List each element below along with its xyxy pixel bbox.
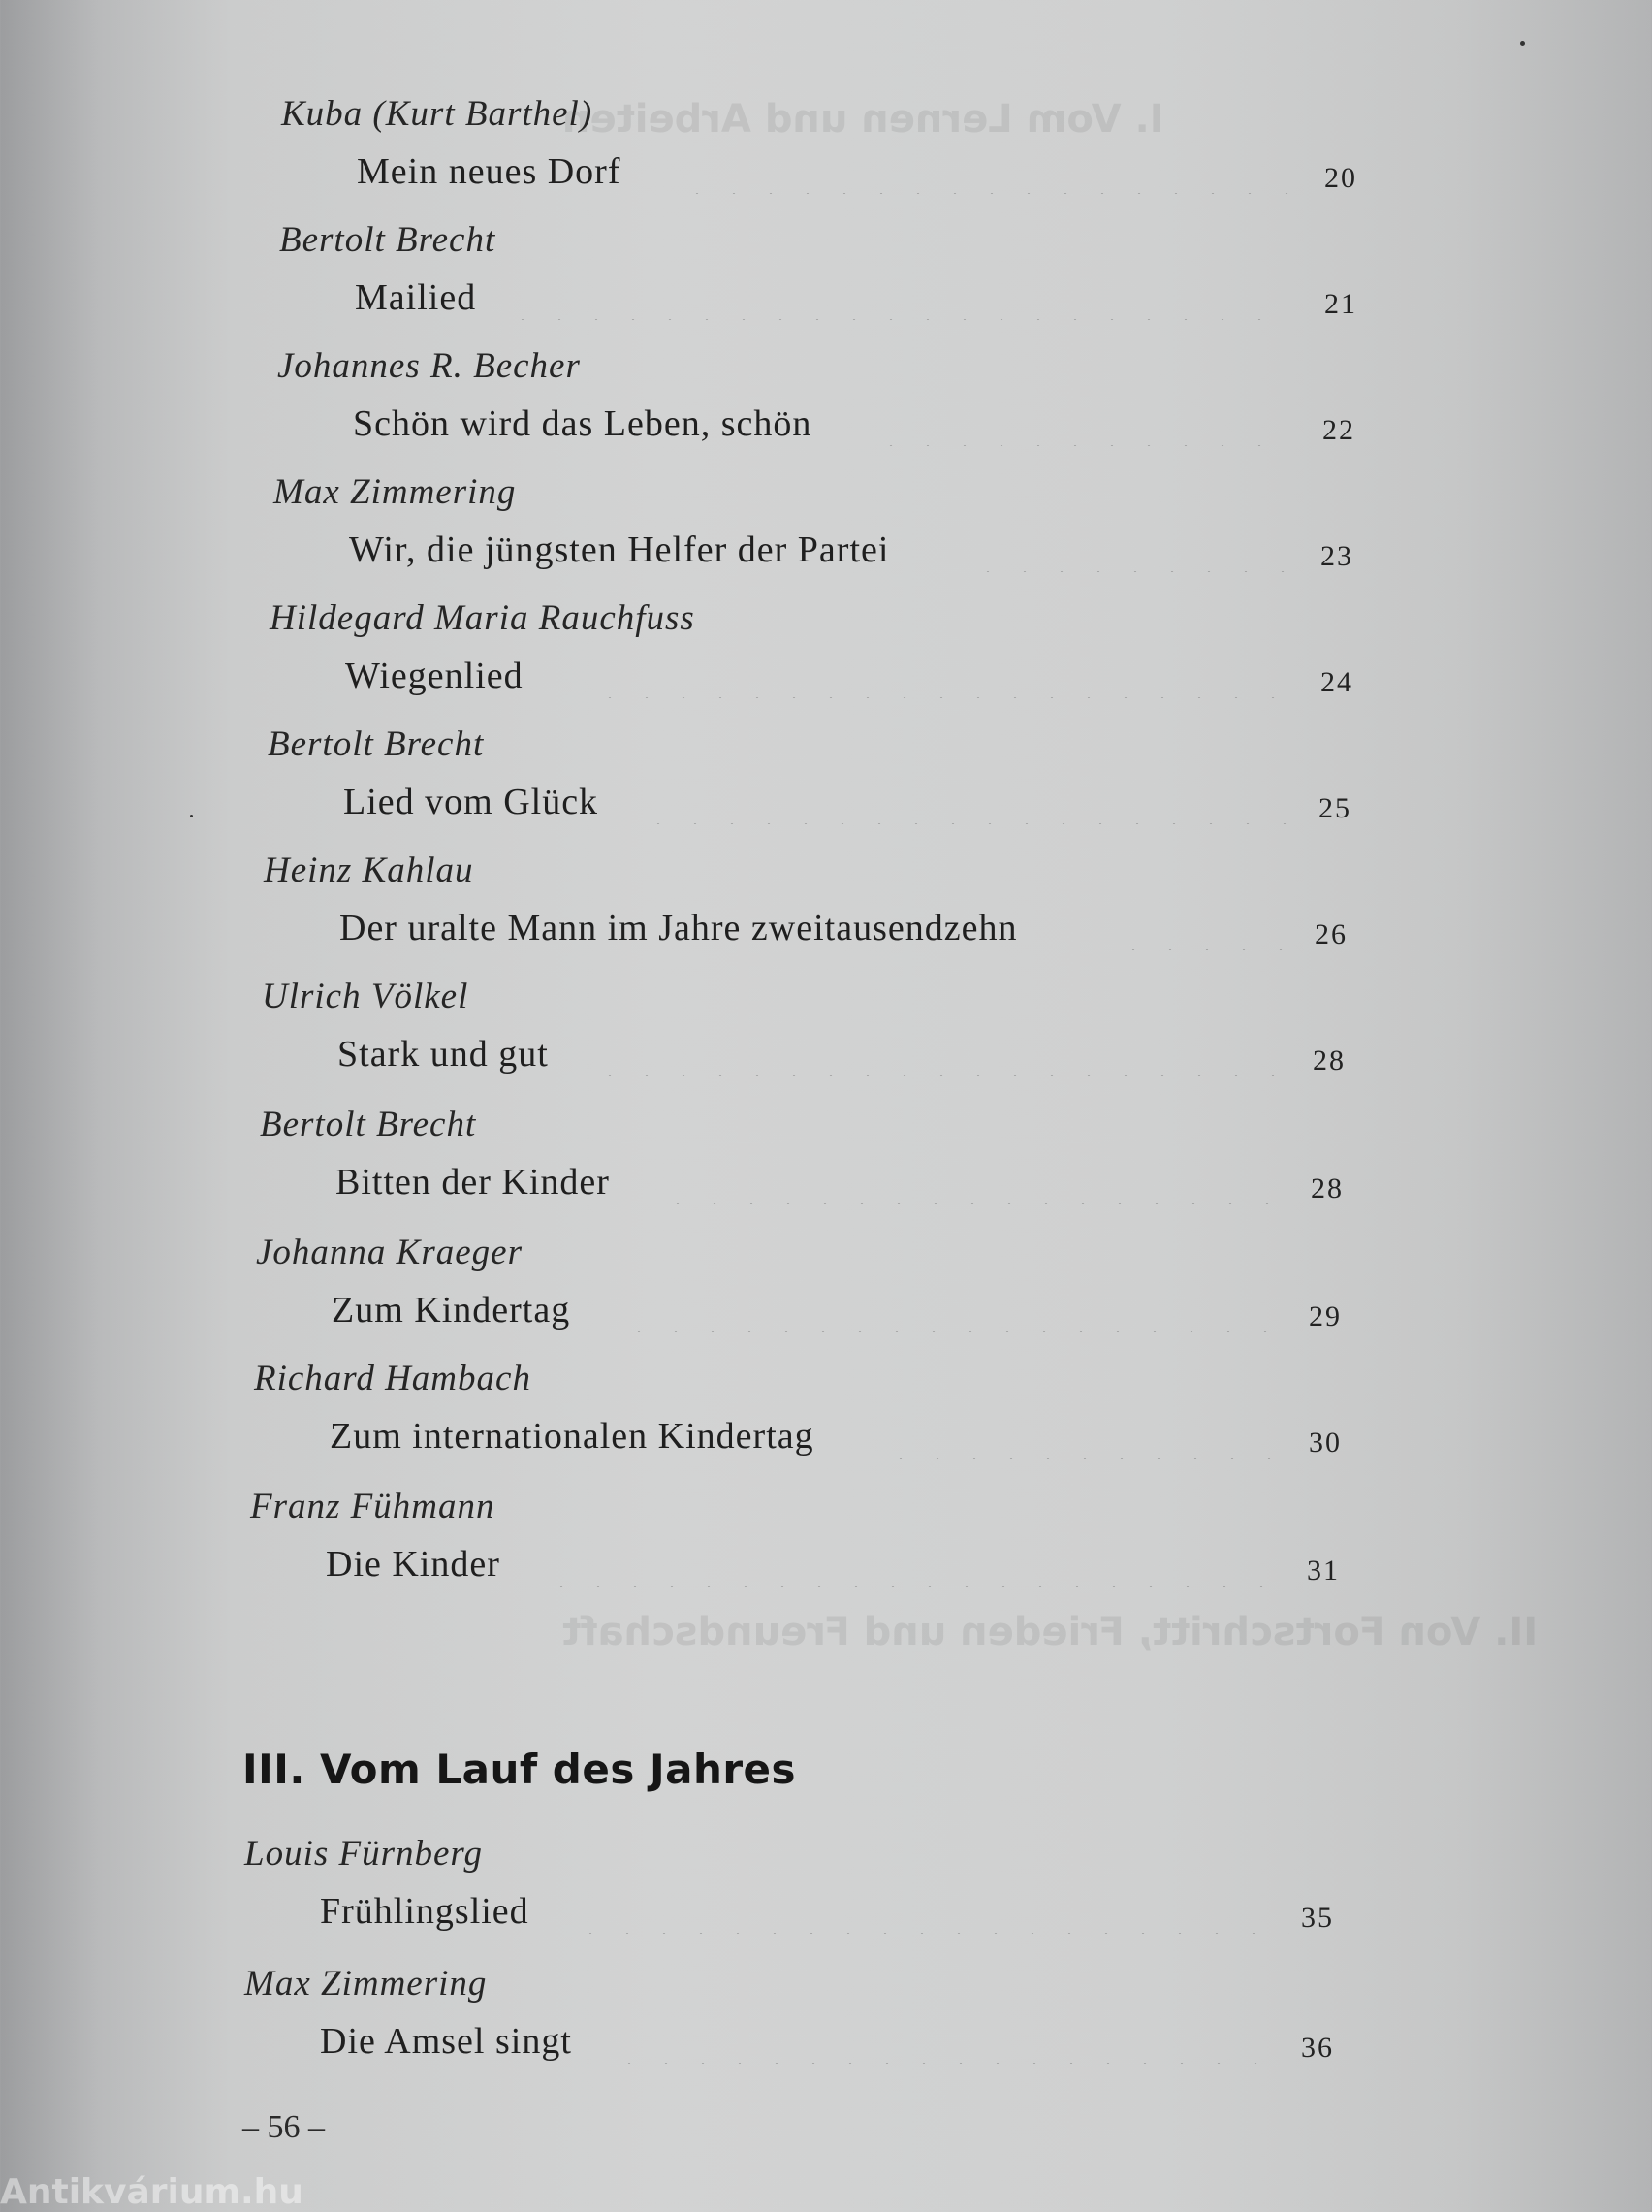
show-through-decoration: I. Vom Lernen und Arbeiten II. Von Fortschritt, Frieden und Freundschaft	[562, 97, 1539, 1654]
toc-entry	[273, 471, 1398, 572]
toc-entry	[277, 345, 1402, 446]
toc-page-number: 24	[1320, 666, 1353, 698]
leader-dots	[969, 533, 1289, 572]
toc-entry	[262, 976, 1386, 1076]
toc-author: Max Zimmering	[244, 1964, 488, 2004]
toc-entry	[244, 1833, 1369, 1934]
toc-title-line	[254, 1414, 1379, 1459]
toc-page-number: 35	[1301, 1902, 1334, 1934]
toc-title: Mein neues Dorf	[357, 151, 621, 192]
toc-title-line	[260, 1160, 1384, 1204]
toc-page-number: 20	[1324, 162, 1357, 194]
leader-dots	[873, 407, 1289, 446]
toc-title: Die Kinder	[326, 1544, 500, 1585]
toc-title-line	[264, 906, 1388, 950]
toc-title: Wir, die jüngsten Helfer der Partei	[349, 529, 890, 570]
toc-title: Der uralte Mann im Jahre zweitausendzehn	[339, 908, 1018, 948]
toc-entry	[260, 1104, 1384, 1204]
toc-page-number: 25	[1318, 792, 1351, 824]
toc-entry	[281, 93, 1406, 194]
toc-author: Bertolt Brecht	[279, 220, 496, 260]
toc-title-line	[273, 528, 1398, 572]
toc-author: Kuba (Kurt Barthel)	[281, 94, 593, 134]
toc-entry	[264, 850, 1388, 950]
toc-author: Louis Fürnberg	[244, 1834, 483, 1874]
toc-page-number: 22	[1322, 414, 1355, 446]
toc-title-line	[262, 1032, 1386, 1076]
leader-dots	[620, 1294, 1289, 1332]
leader-dots	[659, 1166, 1289, 1204]
toc-title: Lied vom Glück	[343, 782, 599, 822]
watermark: Antikvárium.hu	[0, 2172, 303, 2212]
toc-entry	[268, 723, 1392, 824]
leader-dots	[504, 281, 1289, 320]
toc-title: Bitten der Kinder	[335, 1162, 610, 1202]
leader-dots	[611, 2025, 1289, 2064]
leader-dots	[591, 659, 1289, 698]
toc-author: Johannes R. Becher	[277, 346, 581, 386]
toc-title: Wiegenlied	[345, 656, 524, 696]
toc-entry	[279, 219, 1404, 320]
toc-entry	[254, 1358, 1379, 1459]
leader-dots	[1115, 912, 1289, 950]
toc-entry	[270, 597, 1394, 698]
toc-author: Bertolt Brecht	[268, 724, 485, 764]
toc-title-line	[270, 654, 1394, 698]
toc-title-line	[250, 1542, 1375, 1587]
toc-title: Zum internationalen Kindertag	[330, 1416, 814, 1457]
toc-entry	[250, 1486, 1375, 1587]
toc-entry	[256, 1232, 1381, 1332]
toc-page-number: 30	[1309, 1427, 1342, 1459]
toc-title: Zum Kindertag	[332, 1290, 571, 1330]
toc-title-line	[268, 780, 1392, 824]
page-speck	[190, 815, 193, 817]
toc-author: Johanna Kraeger	[256, 1233, 523, 1272]
toc-entry	[244, 1963, 1369, 2064]
leader-dots	[543, 1548, 1289, 1587]
leader-dots	[640, 785, 1289, 824]
toc-title: Die Amsel singt	[320, 2021, 572, 2062]
section-heading: III. Vom Lauf des Jahres	[242, 1746, 797, 1793]
toc-author: Bertolt Brecht	[260, 1105, 477, 1144]
toc-page-number: 28	[1311, 1172, 1344, 1204]
toc-author: Heinz Kahlau	[264, 850, 474, 890]
page-speck	[1520, 41, 1525, 46]
toc-title: Mailied	[355, 277, 477, 318]
toc-title-line	[244, 1889, 1369, 1934]
leader-dots	[591, 1038, 1289, 1076]
toc-title: Schön wird das Leben, schön	[353, 403, 812, 444]
toc-page-number: 28	[1313, 1044, 1346, 1076]
toc-page-number: 29	[1309, 1300, 1342, 1332]
toc-title-line	[244, 2019, 1369, 2064]
page-folio: – 56 –	[242, 2109, 325, 2145]
toc-title: Frühlingslied	[320, 1891, 529, 1932]
toc-title-line	[279, 275, 1404, 320]
toc-page-number: 26	[1315, 918, 1348, 950]
toc-page-number: 21	[1324, 288, 1357, 320]
leader-dots	[572, 1895, 1289, 1934]
toc-title-line	[281, 149, 1406, 194]
toc-page-number: 31	[1307, 1555, 1340, 1587]
toc-author: Ulrich Völkel	[262, 977, 469, 1016]
toc-page-number: 36	[1301, 2032, 1334, 2064]
toc-author: Max Zimmering	[273, 472, 517, 512]
leader-dots	[882, 1420, 1289, 1459]
toc-author: Hildegard Maria Rauchfuss	[270, 598, 695, 638]
toc-author: Franz Fühmann	[250, 1487, 495, 1526]
leader-dots	[679, 155, 1289, 194]
toc-title: Stark und gut	[337, 1034, 549, 1074]
toc-title-line	[256, 1288, 1381, 1332]
toc-title-line	[277, 401, 1402, 446]
toc-page-number: 23	[1320, 540, 1353, 572]
toc-author: Richard Hambach	[254, 1359, 531, 1398]
